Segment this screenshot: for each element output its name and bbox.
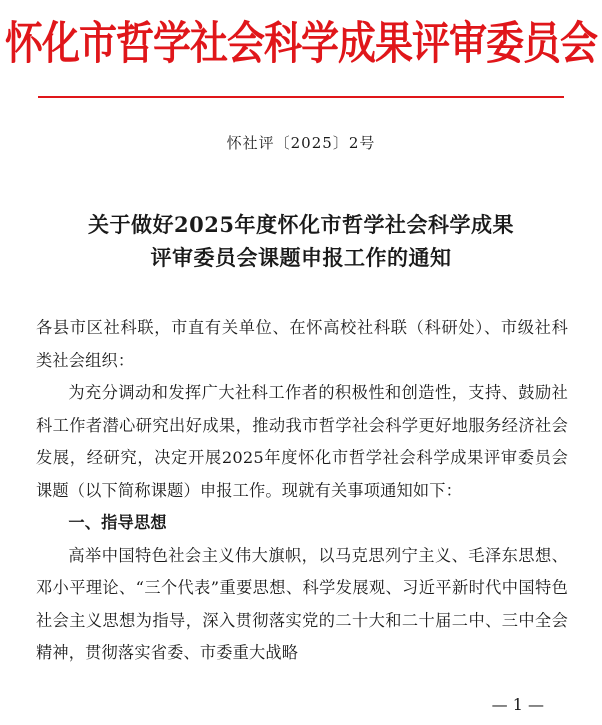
notice-title-line-2: 评审委员会课题申报工作的通知 (150, 245, 452, 270)
addressee: 各县市区社科联，市直有关单位、在怀高校社科联（科研处）、市级社科类社会组织： (36, 318, 568, 370)
masthead-red-rule (38, 96, 564, 98)
section-paragraph: 高举中国特色社会主义伟大旗帜，以马克思列宁主义、毛泽东思想、邓小平理论、“三个代表”重要思想、科学发展观、习近平新时代中国特色社会主义思想为指导，深入贯彻落实党的二十大和二十届二中、三中全会精神，贯彻落实省委、市委重大战略 (36, 545, 568, 662)
intro-paragraph: 为充分调动和发挥广大社科工作者的积极性和创造性，支持、鼓励社科工作者潜心研究出好成果，推动我市哲学社会科学更好地服务经济社会发展，经研究，决定开展2025年度怀化市哲学社会科学成果评审委员会课题（以下简称课题）申报工作。现就有关事项通知如下： (36, 383, 568, 500)
document-number: 怀社评〔2025〕2号 (226, 134, 376, 152)
page-number: — 1 — (491, 695, 544, 714)
notice-title (30, 208, 572, 274)
masthead-title: 怀化市哲学社会科学成果评审委员会 (4, 17, 597, 70)
notice-body (36, 312, 568, 670)
section-heading: 一、指导思想 (68, 513, 167, 532)
notice-title-line-1: 关于做好2025年度怀化市哲学社会科学成果 (88, 212, 514, 237)
